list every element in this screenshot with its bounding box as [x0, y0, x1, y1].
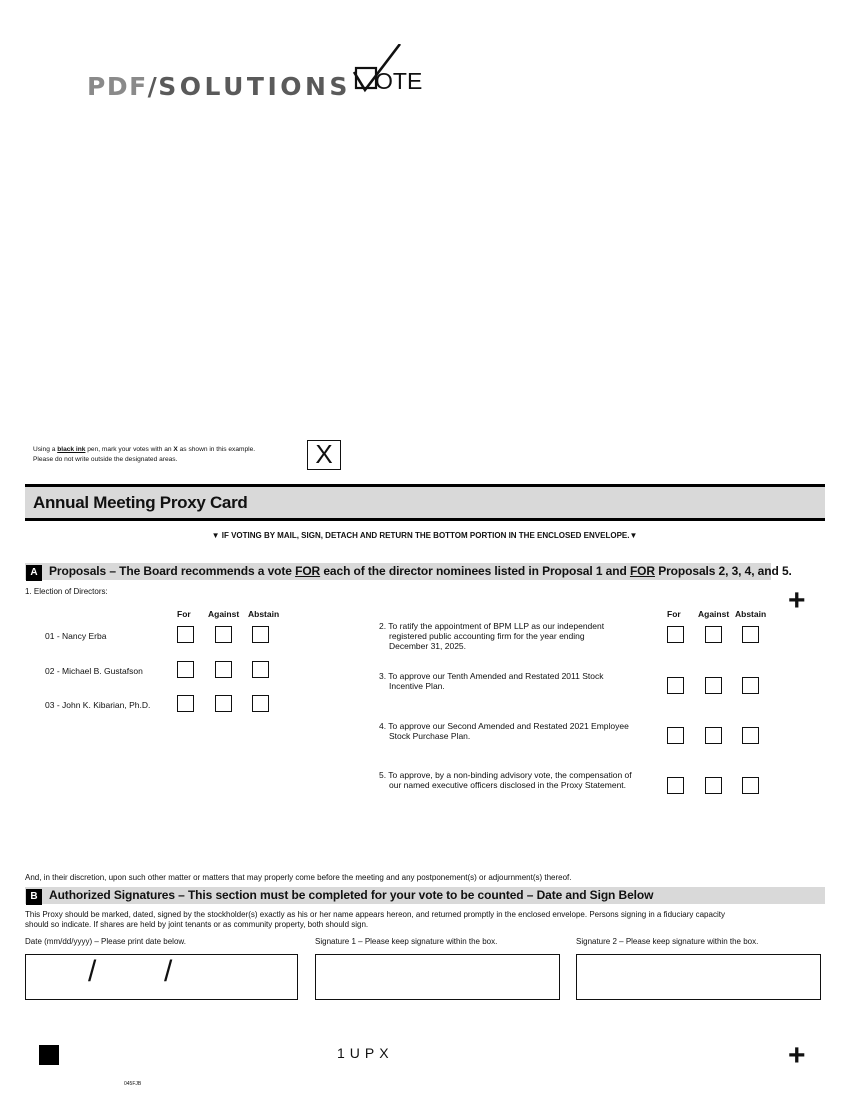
col-abstain-right: Abstain — [735, 609, 767, 619]
proposal-2-against-checkbox[interactable] — [705, 626, 722, 643]
card-title-band — [25, 487, 825, 518]
nominee-1-abstain-checkbox[interactable] — [252, 626, 269, 643]
nominee-3-abstain-checkbox[interactable] — [252, 695, 269, 712]
nominee-2-against-checkbox[interactable] — [215, 661, 232, 678]
nominee-2-abstain-checkbox[interactable] — [252, 661, 269, 678]
signature-2-label: Signature 2 – Please keep signature within the box. — [576, 937, 759, 946]
section-b-letter: B — [26, 889, 42, 905]
date-slash-2: / — [164, 955, 173, 988]
section-b-header — [25, 887, 825, 904]
signature-instructions: This Proxy should be marked, dated, signed by the stockholder(s) exactly as his or her name appears hereon, and returned promptly in the enclosed envelope. Persons signing in a fiduciary capacity should so indicate. If shares are held by joint tenants or as community property, both should sign. — [25, 910, 725, 929]
col-abstain-left: Abstain — [248, 609, 280, 619]
footer-small-code: 045FJB — [124, 1081, 142, 1087]
nominee-3: 03 - John K. Kibarian, Ph.D. — [45, 700, 151, 710]
proposal-4: 4. To approve our Second Amended and Restated 2021 Employee Stock Purchase Plan. — [379, 721, 629, 741]
header-rule-bottom — [25, 518, 825, 521]
proposal-4-against-checkbox[interactable] — [705, 727, 722, 744]
nominee-1: 01 - Nancy Erba — [45, 631, 107, 641]
proposal-4-abstain-checkbox[interactable] — [742, 727, 759, 744]
proposal-2: 2. To ratify the appointment of BPM LLP as our independent registered public accounting firm for the year ending December 31, 2025. — [379, 621, 605, 651]
date-input-box[interactable] — [25, 954, 298, 1000]
proposal-4-for-checkbox[interactable] — [667, 727, 684, 744]
vote-logo — [352, 44, 442, 105]
election-label: 1. Election of Directors: — [25, 587, 108, 596]
proposal-5: 5. To approve, by a non-binding advisory vote, the compensation of our named executive officers disclosed in the Proxy Statement. — [379, 770, 632, 790]
registration-plus-bottom: + — [788, 1039, 806, 1072]
nominee-1-against-checkbox[interactable] — [215, 626, 232, 643]
nominee-3-for-checkbox[interactable] — [177, 695, 194, 712]
proposal-3: 3. To approve our Tenth Amended and Restated 2011 Stock Incentive Plan. — [379, 671, 604, 691]
proposal-5-for-checkbox[interactable] — [667, 777, 684, 794]
nominee-1-for-checkbox[interactable] — [177, 626, 194, 643]
signature-1-box[interactable] — [315, 954, 560, 1000]
registration-plus-top: + — [788, 584, 806, 617]
example-mark-box: X — [307, 440, 341, 470]
signature-1-label: Signature 1 – Please keep signature within the box. — [315, 937, 498, 946]
signature-2-box[interactable] — [576, 954, 821, 1000]
col-for-left: For — [177, 609, 191, 619]
discretion-text: And, in their discretion, upon such other matter or matters that may properly come before the meeting and any postponement(s) or adjournment(s) thereof. — [25, 873, 572, 882]
vote-logo-text: OTE — [375, 68, 423, 94]
company-logo: PDF/SOLUTIONS — [87, 72, 351, 101]
proposal-2-for-checkbox[interactable] — [667, 626, 684, 643]
nominee-2-for-checkbox[interactable] — [177, 661, 194, 678]
proposal-2-abstain-checkbox[interactable] — [742, 626, 759, 643]
proposal-3-against-checkbox[interactable] — [705, 677, 722, 694]
proposal-3-abstain-checkbox[interactable] — [742, 677, 759, 694]
section-a-letter: A — [26, 565, 42, 581]
date-label: Date (mm/dd/yyyy) – Please print date below. — [25, 937, 186, 946]
col-for-right: For — [667, 609, 681, 619]
nominee-2: 02 - Michael B. Gustafson — [45, 666, 143, 676]
col-against-right: Against — [698, 609, 730, 619]
footer-code: 1UPX — [337, 1045, 394, 1061]
col-against-left: Against — [208, 609, 240, 619]
section-a-header — [25, 563, 792, 580]
section-a-title: Proposals – The Board recommends a vote FOR each of the director nominees listed in Proposal 1 and FOR Proposals 2, 3, 4, and 5. — [49, 564, 792, 578]
section-b-title: Authorized Signatures – This section must be completed for your vote to be counted – Date and Sign Below — [49, 888, 654, 902]
proposal-5-against-checkbox[interactable] — [705, 777, 722, 794]
nominee-3-against-checkbox[interactable] — [215, 695, 232, 712]
registration-square — [39, 1045, 59, 1065]
proposal-3-for-checkbox[interactable] — [667, 677, 684, 694]
ink-instructions: Using a black ink pen, mark your votes with an X as shown in this example. Please do not write outside the designated areas. — [33, 446, 256, 463]
card-title: Annual Meeting Proxy Card — [33, 493, 248, 512]
date-slash-1: / — [88, 955, 97, 988]
detach-notice: ▼ IF VOTING BY MAIL, SIGN, DETACH AND RETURN THE BOTTOM PORTION IN THE ENCLOSED ENVELOPE.▼ — [211, 531, 638, 540]
proposal-5-abstain-checkbox[interactable] — [742, 777, 759, 794]
